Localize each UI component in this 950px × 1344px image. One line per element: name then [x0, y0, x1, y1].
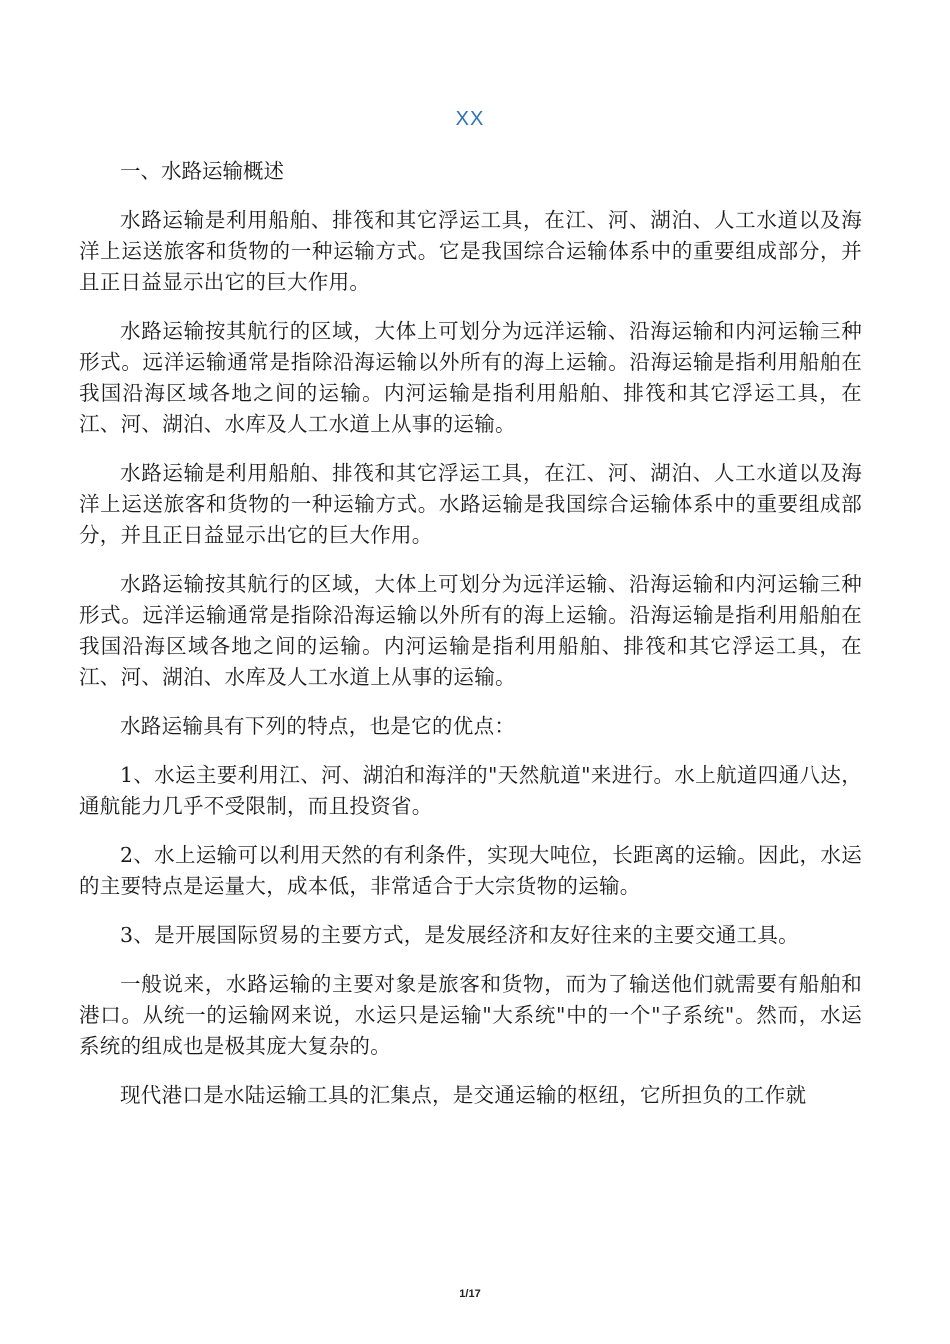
- page-number: 1/17: [459, 1288, 481, 1300]
- list-item-2: 2、水上运输可以利用天然的有利条件，实现大吨位，长距离的运输。因此，水运的主要特点是运量大，成本低，非常适合于大宗货物的运输。: [79, 843, 862, 898]
- paragraph-1: 水路运输是利用船舶、排筏和其它浮运工具，在江、河、湖泊、人工水道以及海洋上运送旅客和货物的一种运输方式。它是我国综合运输体系中的重要组成部分，并且正日益显示出它的巨大作用。: [79, 208, 862, 294]
- list-item-1: 1、水运主要利用江、河、湖泊和海洋的"天然航道"来进行。水上航道四通八达，通航能力几乎不受限制，而且投资省。: [79, 763, 862, 818]
- paragraph-6: 一般说来，水路运输的主要对象是旅客和货物，而为了输送他们就需要有船舶和港口。从统一的运输网来说，水运只是运输"大系统"中的一个"子系统"。然而，水运系统的组成也是极其庞大复杂的。: [79, 972, 862, 1058]
- paragraph-5: 水路运输具有下列的特点，也是它的优点：: [120, 714, 516, 738]
- paragraph-7: 现代港口是水陆运输工具的汇集点，是交通运输的枢纽，它所担负的工作就: [120, 1083, 807, 1107]
- document-body: [79, 156, 862, 1129]
- paragraph-2: 水路运输按其航行的区域，大体上可划分为远洋运输、沿海运输和内河运输三种形式。远洋运输通常是指除沿海运输以外所有的海上运输。沿海运输是指利用船舶在我国沿海区域各地之间的运输。内河运输是指利用船舶、排筏和其它浮运工具，在江、河、湖泊、水库及人工水道上从事的运输。: [79, 319, 862, 436]
- paragraph-3: 水路运输是利用船舶、排筏和其它浮运工具，在江、河、湖泊、人工水道以及海洋上运送旅客和货物的一种运输方式。水路运输是我国综合运输体系中的重要组成部分，并且正日益显示出它的巨大作用。: [79, 461, 862, 547]
- paragraph-4: 水路运输按其航行的区域，大体上可划分为远洋运输、沿海运输和内河运输三种形式。远洋运输通常是指除沿海运输以外所有的海上运输。沿海运输是指利用船舶在我国沿海区域各地之间的运输。内河运输是指利用船舶、排筏和其它浮运工具，在江、河、湖泊、水库及人工水道上从事的运输。: [79, 572, 862, 689]
- section-heading: 一、水路运输概述: [120, 159, 284, 183]
- list-item-3: 3、是开展国际贸易的主要方式，是发展经济和友好往来的主要交通工具。: [120, 923, 799, 947]
- document-title: XX: [455, 108, 485, 130]
